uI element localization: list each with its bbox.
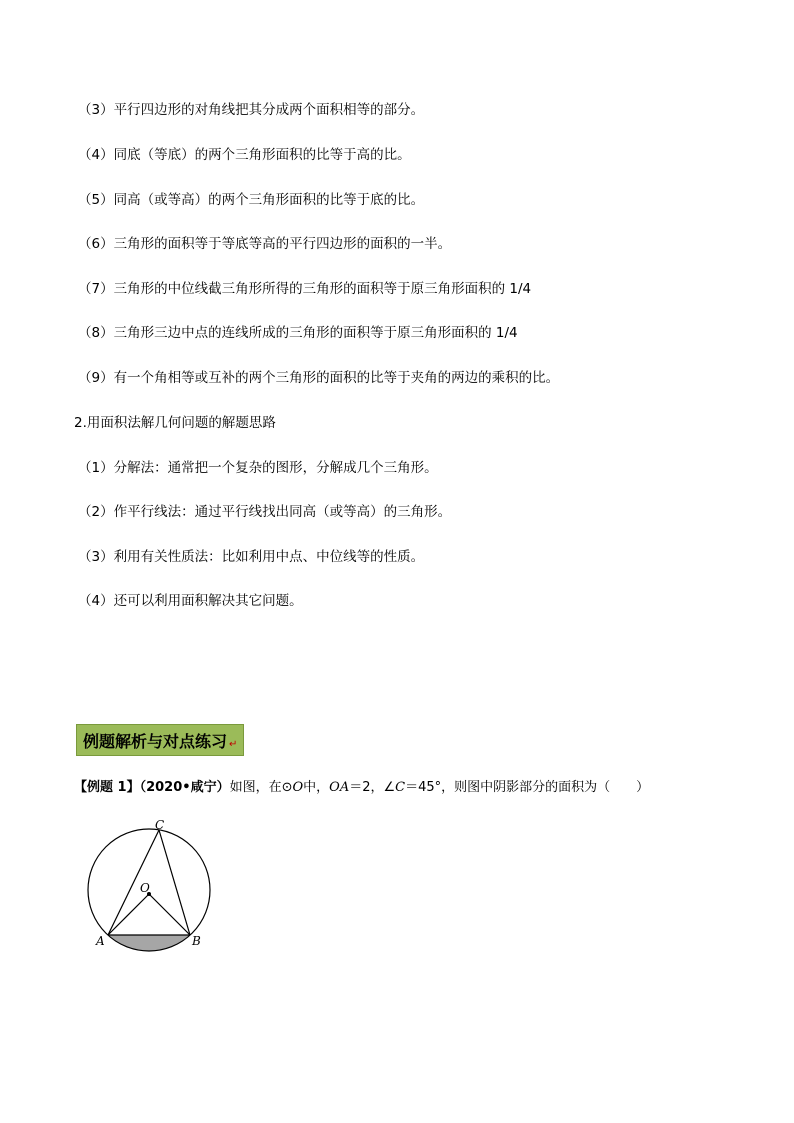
method-2: （2）作平行线法：通过平行线找出同高（或等高）的三角形。 (78, 504, 452, 520)
point-5: （5）同高（或等高）的两个三角形面积的比等于底的比。 (78, 192, 425, 208)
point-6: （6）三角形的面积等于等底等高的平行四边形的面积的一半。 (78, 236, 452, 252)
point-3: （3）平行四边形的对角线把其分成两个面积相等的部分。 (78, 102, 425, 118)
example-label: 【例题 1】 (74, 780, 140, 795)
paragraph-mark: ↵ (229, 738, 238, 750)
method-4: （4）还可以利用面积解决其它问题。 (78, 593, 303, 609)
point-7: （7）三角形的中位线截三角形所得的三角形的面积等于原三角形面积的 1/4 (78, 281, 532, 297)
point-9: （9）有一个角相等或互补的两个三角形的面积的比等于夹角的两边的乘积的比。 (78, 370, 560, 386)
example-text-4: ＝45°，则图中阴影部分的面积为（ ） (405, 780, 650, 795)
radius-oa (108, 894, 149, 935)
label-a: A (96, 934, 105, 948)
example-source: （2020•咸宁） (139, 780, 230, 795)
example-text-3: ＝2，∠ (349, 780, 396, 795)
label-c: C (155, 818, 165, 832)
method-1: （1）分解法：通常把一个复杂的图形，分解成几个三角形。 (78, 460, 438, 476)
method-3: （3）利用有关性质法：比如利用中点、中位线等的性质。 (78, 549, 425, 565)
angle-c: C (395, 780, 406, 795)
circle-name: O (292, 780, 304, 795)
section-heading-2: 2.用面积法解几何问题的解题思路 (74, 415, 276, 431)
example-text-2: 中， (303, 780, 330, 795)
label-o: O (140, 881, 150, 895)
segment-oa: OA (329, 780, 350, 795)
section-tag-label: 例题解析与对点练习 (83, 731, 228, 751)
shaded-segment (108, 935, 190, 951)
point-8: （8）三角形三边中点的连线所成的三角形的面积等于原三角形面积的 1/4 (78, 325, 518, 341)
label-b: B (192, 934, 201, 948)
example-text-1: 如图，在⊙ (229, 780, 293, 795)
chord-ac (108, 830, 159, 935)
point-4: （4）同底（等底）的两个三角形面积的比等于高的比。 (78, 147, 411, 163)
